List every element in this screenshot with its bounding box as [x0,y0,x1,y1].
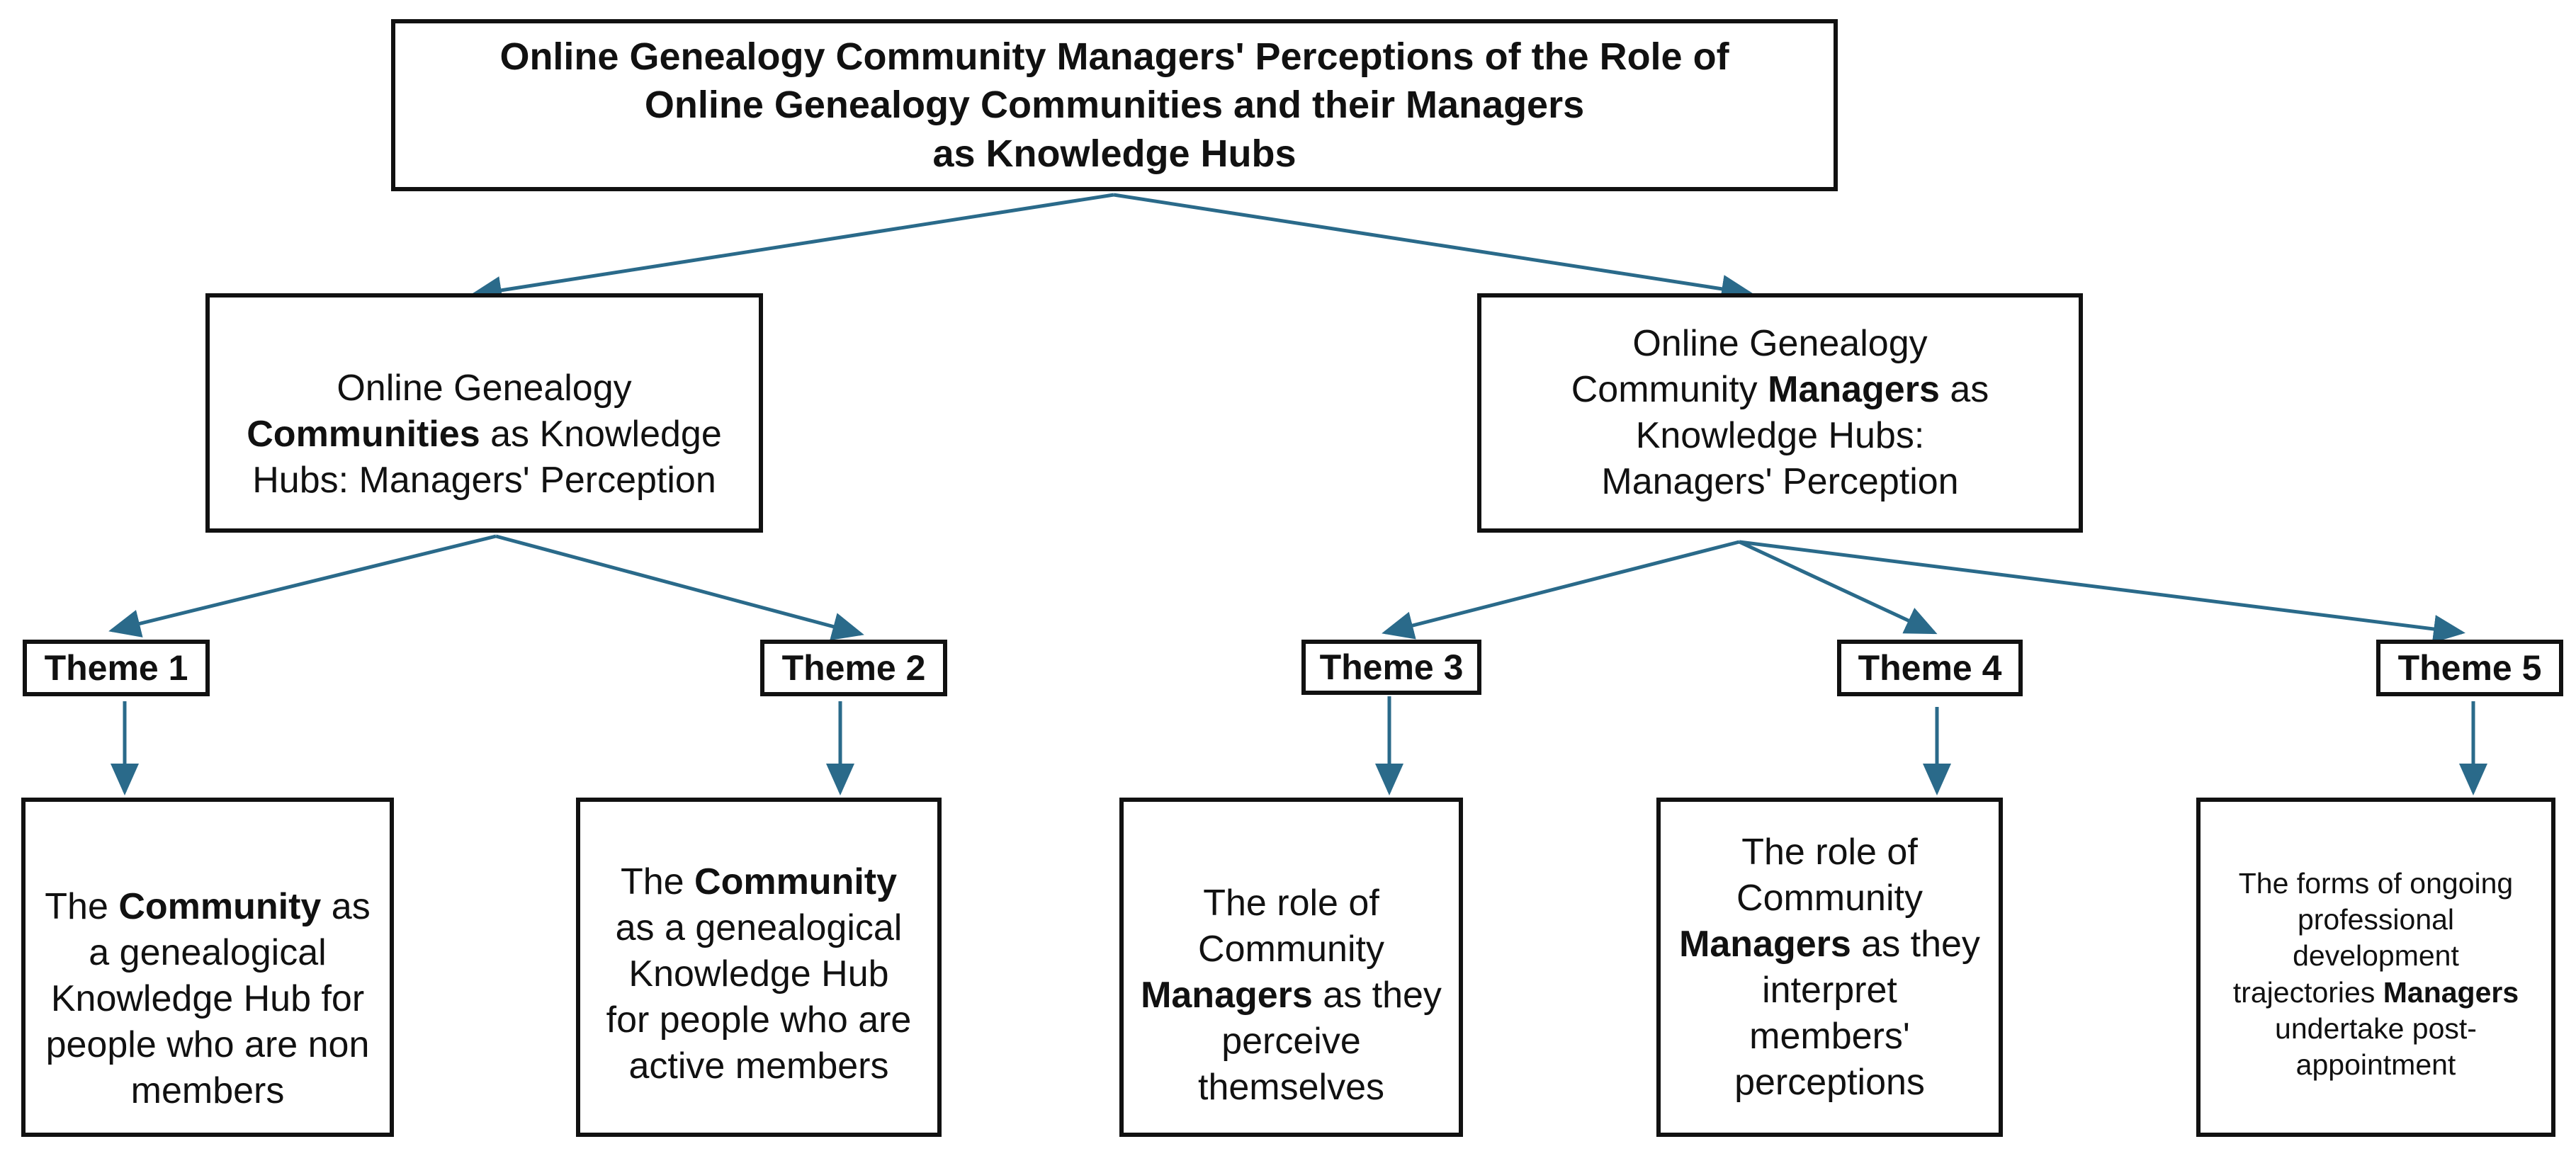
description-2-part-a: The [620,861,695,902]
root-title-line-3: as Knowledge Hubs [932,132,1297,175]
description-3-line-5: themselves [1198,1067,1384,1108]
description-2-box [576,798,942,1137]
description-3-line-3 [1141,973,1442,1019]
branch-communities-line-2-rest: as Knowledge [480,413,722,455]
description-5-line-2: professional [2297,903,2455,936]
theme-3-box [1301,640,1481,695]
theme-1-label: Theme 1 [44,647,188,688]
arrow-communities-to-theme-2 [496,536,861,634]
branch-communities-line-2 [247,412,722,458]
description-3-line-2: Community [1198,929,1384,970]
description-1-line-2: a genealogical [89,932,327,973]
branch-communities-box [205,293,763,533]
theme-5-box [2376,640,2563,696]
branch-managers-text [1571,321,1989,505]
branch-managers-line-2 [1571,367,1989,413]
description-5-line-1: The forms of ongoing [2238,866,2514,900]
description-4-part-d: as they [1851,923,1980,965]
arrow-managers-to-theme-5 [1739,542,2462,633]
description-2-line-2: as a genealogical [615,907,903,948]
description-4-line-3 [1679,922,1980,968]
branch-managers-line-2-end: as [1939,369,1989,410]
theme-4-label: Theme 4 [1858,647,2002,688]
bold-managers: Managers [1679,923,1851,965]
description-2-line-4: for people who are [606,999,912,1041]
bold-managers: Managers [1768,369,1940,410]
description-1-line-5: members [130,1070,285,1111]
bold-managers: Managers [1141,975,1313,1016]
description-1-line-1 [45,884,370,930]
branch-communities-line-1: Online Genealogy [337,367,632,409]
root-title-box [391,19,1838,191]
theme-2-box [760,640,947,696]
description-1-box [21,798,394,1137]
branch-managers-box [1477,293,2083,533]
arrow-root-to-communities [473,195,1114,295]
description-5-line-3: development [2293,939,2459,973]
root-title [499,33,1729,178]
description-1-text [45,884,370,1114]
description-3-line-1: The role of [1203,883,1379,924]
description-4-line-4: interpret [1762,969,1897,1011]
theme-3-label: Theme 3 [1319,647,1464,687]
description-5-line-5: undertake post- [2275,1012,2477,1045]
description-5-text [2233,866,2519,1084]
description-5-line-6: appointment [2295,1048,2456,1081]
theme-2-label: Theme 2 [781,647,926,688]
description-1-line-4: people who are non [45,1024,370,1065]
description-2-line-1 [606,859,912,905]
description-5-line-4 [2233,975,2519,1011]
description-4-line-6: perceptions [1734,1061,1925,1103]
bold-community: Community [694,861,898,902]
description-3-box [1119,798,1463,1137]
branch-managers-line-3: Knowledge Hubs: [1635,415,1925,456]
description-4-line-2: Community [1736,877,1923,919]
theme-1-box [23,640,210,696]
branch-communities-text [247,366,722,504]
branch-managers-line-1: Online Genealogy [1632,323,1928,364]
branch-managers-line-4: Managers' Perception [1601,461,1959,502]
arrow-root-to-managers [1114,195,1750,293]
bold-communities: Communities [247,413,480,455]
description-2-line-3: Knowledge Hub [628,953,889,994]
description-1-part-a: The [45,886,119,927]
theme-5-label: Theme 5 [2397,647,2542,688]
description-1-line-3: Knowledge Hub for [50,978,365,1019]
arrow-managers-to-theme-3 [1385,542,1739,633]
description-4-line-5: members' [1749,1015,1910,1057]
description-4-text [1679,829,1980,1106]
description-1-part-c: as [321,886,371,927]
arrow-communities-to-theme-1 [112,536,496,630]
branch-managers-line-2-start: Community [1571,369,1768,410]
description-3-part-d: as they [1312,975,1442,1016]
description-2-line-5: active members [628,1046,889,1087]
description-5-box [2196,798,2555,1137]
description-4-line-1: The role of [1741,831,1918,873]
root-title-line-2: Online Genealogy Communities and their Managers [644,84,1585,127]
bold-managers: Managers [2383,975,2519,1009]
description-5-part-d: trajectories [2232,975,2383,1009]
description-4-box [1656,798,2003,1137]
theme-4-box [1837,640,2023,696]
description-2-text [606,859,912,1089]
root-title-line-1: Online Genealogy Community Managers' Perceptions of the Role of [499,35,1729,78]
branch-communities-line-3: Hubs: Managers' Perception [252,459,716,501]
description-3-line-4: perceive [1221,1021,1361,1062]
bold-community: Community [118,886,322,927]
description-3-text [1141,880,1442,1111]
